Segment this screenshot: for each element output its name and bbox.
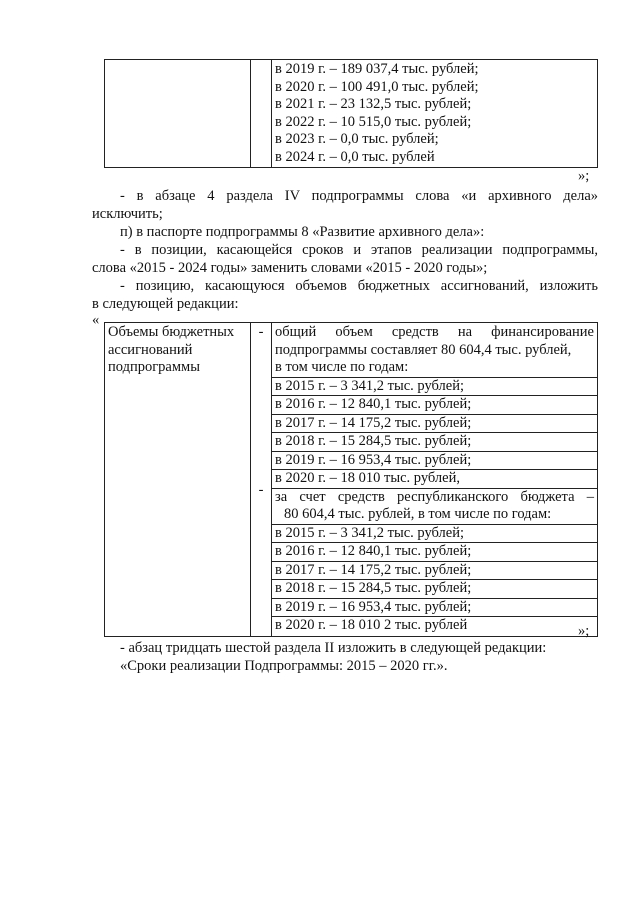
paragraph-line: - позицию, касающуюся объемов бюджетных ассигнований, изложить [120, 278, 598, 294]
closing-quote-mark: »; [578, 623, 590, 639]
opening-quote-mark: « [92, 312, 100, 328]
year-line: в 2020 г. – 18 010 2 тыс. рублей [272, 616, 597, 635]
paragraph-line: - в позиции, касающейся сроков и этапов реализации подпрограммы, [120, 242, 598, 258]
values-cell [272, 323, 598, 637]
label-line: Объемы бюджетных [108, 324, 235, 340]
year-line: в 2016 г. – 12 840,1 тыс. рублей; [272, 542, 597, 561]
year-line: в 2015 г. – 3 341,2 тыс. рублей; [272, 377, 597, 396]
paragraph-line: в следующей редакции: [92, 296, 239, 312]
year-line: в 2019 г. – 189 037,4 тыс. рублей; [275, 61, 479, 77]
intro-line: подпрограммы составляет 80 604,4 тыс. рублей, [275, 341, 572, 358]
paragraph-line: «Сроки реализации Подпрограммы: 2015 – 2020 гг.». [120, 658, 448, 674]
label-cell [105, 323, 251, 637]
intro-line: 80 604,4 тыс. рублей, в том числе по годам: [284, 506, 552, 522]
paragraph-line: слова «2015 - 2024 годы» заменить словами «2015 - 2020 годы»; [92, 260, 488, 276]
year-line: в 2020 г. – 18 010 тыс. рублей, [272, 469, 597, 488]
year-line: в 2019 г. – 16 953,4 тыс. рублей; [272, 598, 597, 617]
intro-line: общий объем средств на финансирование [275, 324, 594, 340]
dash-cell-empty [251, 60, 272, 168]
dash-marker: - [258, 324, 264, 340]
year-line: в 2016 г. – 12 840,1 тыс. рублей; [272, 395, 597, 414]
year-line: в 2022 г. – 10 515,0 тыс. рублей; [275, 113, 472, 130]
year-line: в 2024 г. – 0,0 тыс. рублей [275, 148, 435, 165]
paragraph-line: - в абзаце 4 раздела IV подпрограммы слова «и архивного дела» [120, 188, 598, 204]
year-line: в 2020 г. – 100 491,0 тыс. рублей; [275, 78, 479, 95]
intro-line: в том числе по годам: [275, 359, 409, 375]
budget-allocations-table [104, 322, 598, 637]
dash-marker: - [258, 481, 264, 498]
label-line: ассигнований [108, 341, 193, 358]
year-line: в 2018 г. – 15 284,5 тыс. рублей; [272, 579, 597, 598]
year-line: в 2018 г. – 15 284,5 тыс. рублей; [272, 432, 597, 451]
intro-line: за счет средств республиканского бюджета – [272, 488, 597, 507]
year-line: в 2017 г. – 14 175,2 тыс. рублей; [272, 414, 597, 433]
paragraph-line: исключить; [92, 206, 163, 222]
paragraph-line: п) в паспорте подпрограммы 8 «Развитие архивного дела»: [120, 224, 485, 240]
year-line: в 2017 г. – 14 175,2 тыс. рублей; [272, 561, 597, 580]
values-cell [272, 60, 598, 168]
dash-cell [251, 323, 272, 637]
year-line: в 2015 г. – 3 341,2 тыс. рублей; [272, 524, 597, 543]
year-line: в 2019 г. – 16 953,4 тыс. рублей; [272, 451, 597, 470]
closing-quote-mark: »; [578, 168, 590, 184]
year-line: в 2023 г. – 0,0 тыс. рублей; [275, 131, 439, 147]
label-cell-empty [105, 60, 251, 168]
label-line: подпрограммы [108, 359, 200, 375]
paragraph-line: - абзац тридцать шестой раздела II изложить в следующей редакции: [120, 640, 547, 656]
year-line: в 2021 г. – 23 132,5 тыс. рублей; [275, 96, 472, 112]
funding-table-continuation [104, 59, 598, 168]
